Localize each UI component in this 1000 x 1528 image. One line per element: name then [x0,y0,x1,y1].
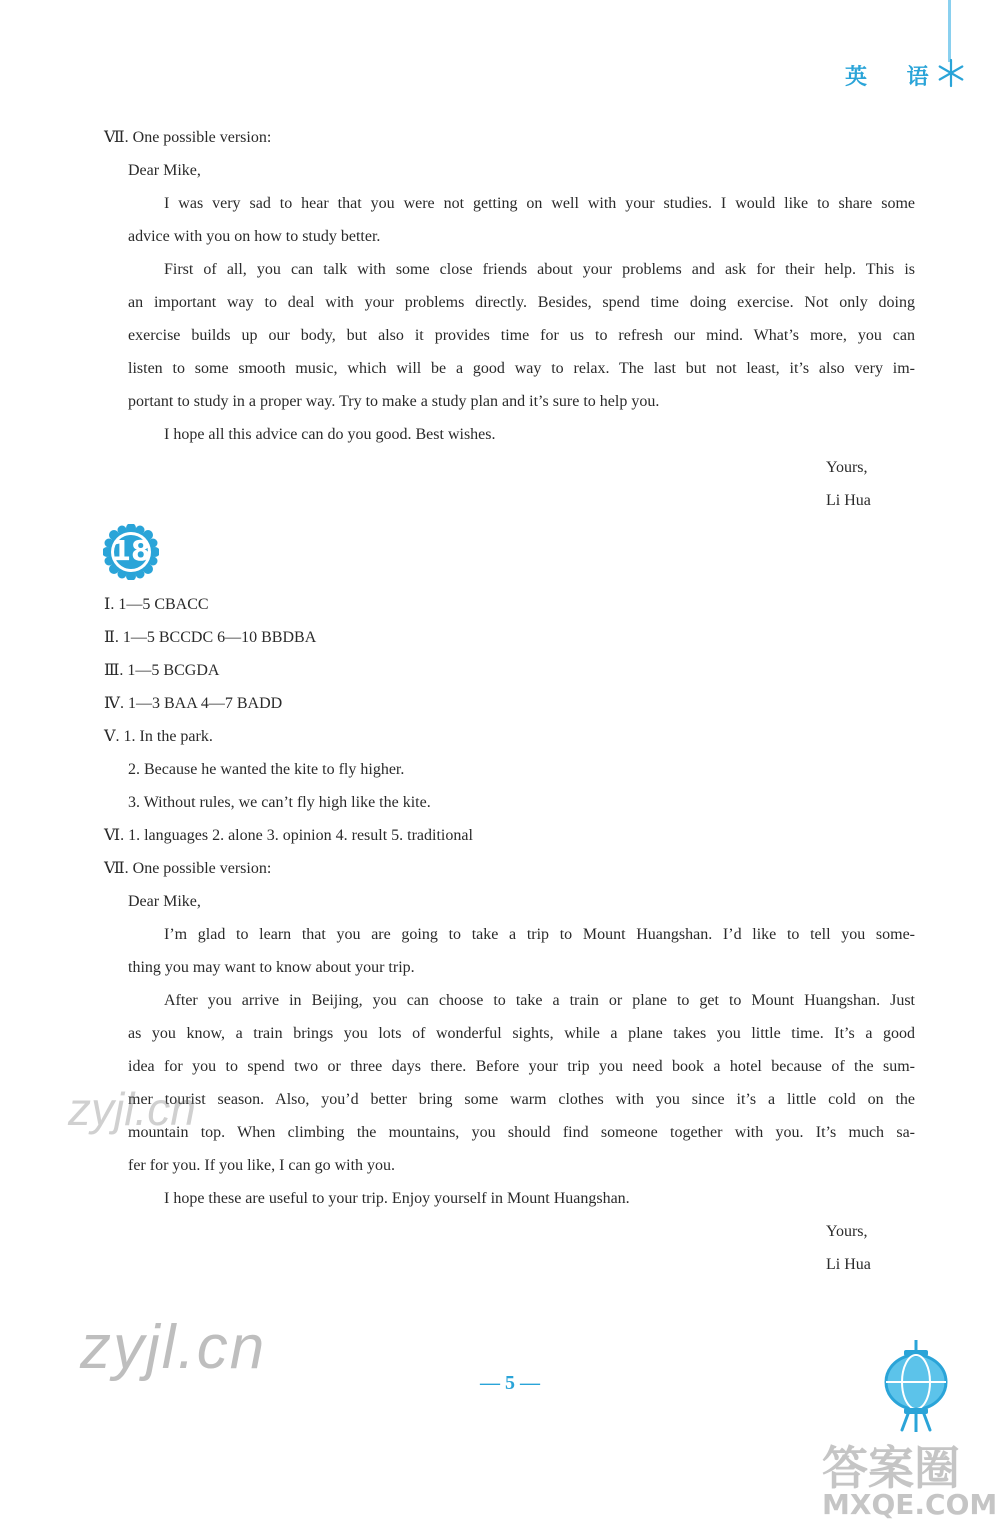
letter-line: advice with you on how to study better. [128,228,381,245]
letter-line: I’m glad to learn that you are going to take a trip to Mount Huangshan. I’d like to tell you some- [164,926,915,943]
watermark-corner-url: MXQE.COM [822,1488,998,1521]
letter-line: exercise builds up our body, but also it provides time for us to refresh our mind. What’s more, you can [128,327,915,344]
subject-title: 英 语 [845,65,945,90]
letter-line: as you know, a train brings you lots of wonderful sights, while a plane takes you little time. It’s a good [128,1025,915,1042]
letter-line: thing you may want to know about your trip. [128,959,415,976]
letter-closing: Yours, [826,1223,868,1240]
header-rule [948,0,951,62]
letter-line: an important way to deal with your problems directly. Besides, spend time doing exercise. Not only doing [128,294,915,311]
letter-line: I hope all this advice can do you good. Best wishes. [164,426,496,443]
answer-line: 3. Without rules, we can’t fly high like the kite. [128,794,431,811]
answer-line: 2. Because he wanted the kite to fly higher. [128,761,405,778]
letter-line: After you arrive in Beijing, you can choose to take a train or plane to get to Mount Huangshan. Just [164,992,915,1009]
lesson-number: 18 [111,534,151,567]
answer-line: Ⅴ. 1. In the park. [104,728,213,745]
letter-line: mountain top. When climbing the mountains, you should find someone together with you. It’s much sa- [128,1124,915,1141]
letter-line: First of all, you can talk with some close friends about your problems and ask for their help. This is [164,261,915,278]
section-heading: Ⅶ. One possible version: [104,860,272,877]
letter-signature: Li Hua [826,1256,871,1273]
watermark-small: zyjl.cn [68,1083,196,1135]
letter-line: fer for you. If you like, I can go with you. [128,1157,396,1174]
letter-line: I was very sad to hear that you were not getting on well with your studies. I would like to share some [164,195,915,212]
watermark-large: zyjl.cn [80,1313,267,1382]
lantern-icon [880,1340,952,1432]
answer-line: Ⅰ. 1—5 CBACC [104,596,209,613]
letter-line: I hope these are useful to your trip. Enjoy yourself in Mount Huangshan. [164,1190,630,1207]
letter-greeting: Dear Mike, [128,893,201,910]
page-number: — 5 — [480,1372,540,1394]
answer-line: Ⅱ. 1—5 BCCDC 6—10 BBDBA [104,629,317,646]
letter-line: mer tourist season. Also, you’d better bring some warm clothes with you since it’s a little cold on the [128,1091,915,1108]
watermark-corner-logo: 答案圈 [822,1441,960,1495]
letter-line: portant to study in a proper way. Try to make a study plan and it’s sure to help you. [128,393,660,410]
letter-signature: Li Hua [826,492,871,509]
answer-line: Ⅳ. 1—3 BAA 4—7 BADD [104,695,283,712]
section-heading: Ⅶ. One possible version: [104,129,272,146]
letter-line: idea for you to spend two or three days there. Before your trip you need book a hotel because of the sum- [128,1058,915,1075]
letter-line: listen to some smooth music, which will be a good way to relax. The last but not least, it’s also very im- [128,360,915,377]
answer-line: Ⅲ. 1—5 BCGDA [104,662,220,679]
letter-closing: Yours, [826,459,868,476]
letter-greeting: Dear Mike, [128,162,201,179]
snowflake-icon [936,58,966,88]
answer-line: Ⅵ. 1. languages 2. alone 3. opinion 4. result 5. traditional [104,827,473,844]
